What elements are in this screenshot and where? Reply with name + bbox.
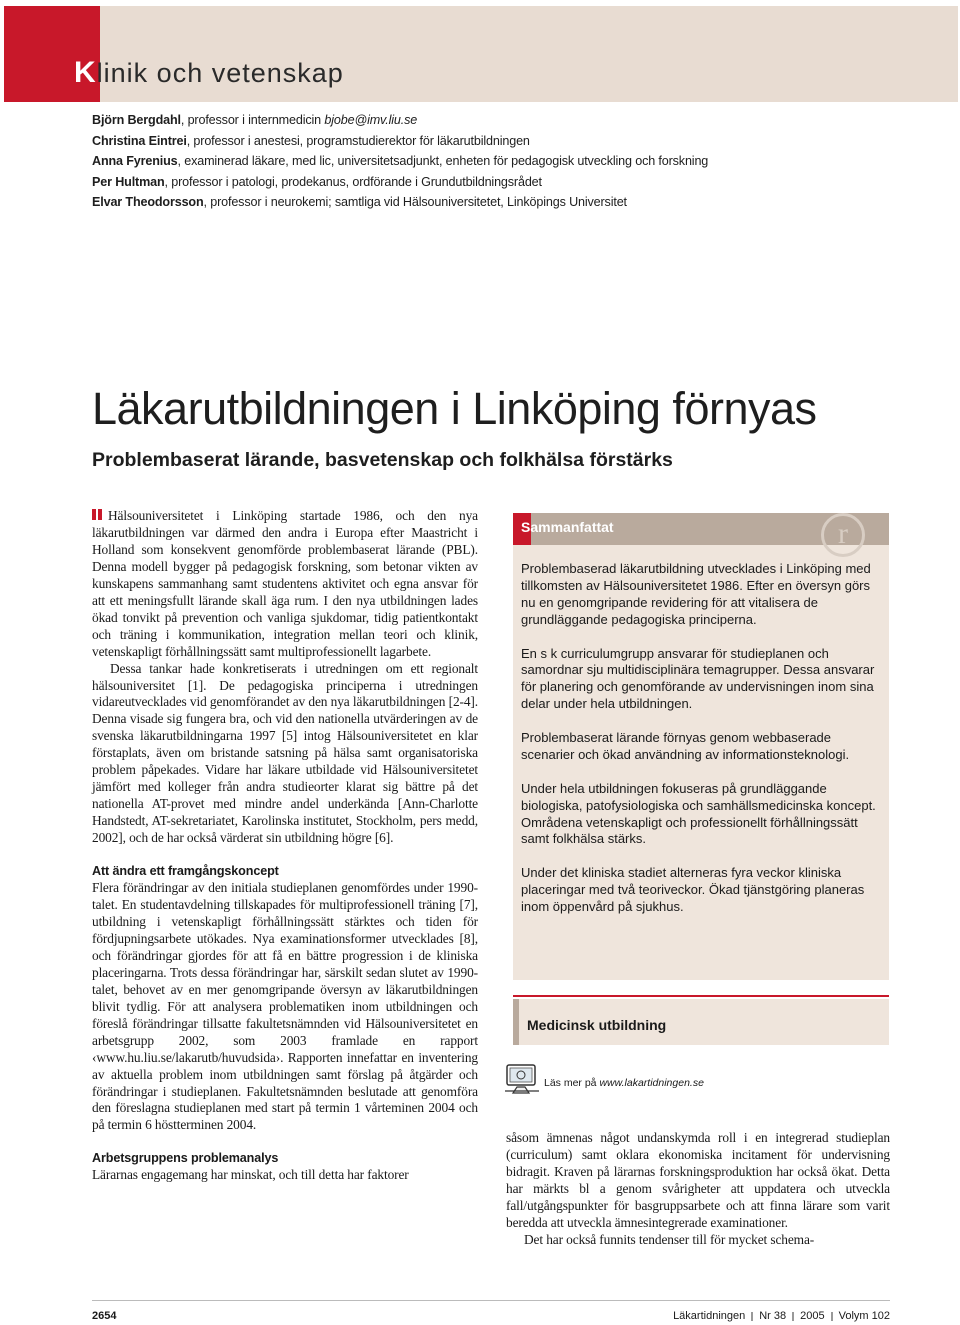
summary-item: En s k curriculumgrupp ansvarar för studieplanen och samordnar sju multidisciplinära temagrupper. Dessa ansvarar för planering och genomförande av undervisningen inom sina delar under hela utbildningen. [521,645,875,712]
summary-item: Under det kliniska stadiet alterneras fyra veckor kliniska placeringar med två teoriveckor. Ökad tjänstgöring planeras inom öppenvård på sjukhus. [521,865,865,915]
category-bar [513,999,519,1045]
right-column [506,1130,890,1249]
footer-separator [751,1312,753,1321]
summary-body [521,561,879,933]
author-name: Christina Eintrei [92,133,187,148]
author-desc: , professor i internmedicin [180,113,325,127]
author-list [92,110,922,213]
summary-item: Under hela utbildningen fokuseras på grundläggande biologiska, patofysiologiska och samhällsmedicinska koncept. Områdena vetenskapligt och professionellt förhållningssätt samt folkhälsa stärks. [521,780,876,847]
author-line [92,151,922,172]
category-box [513,995,889,1045]
author-line [92,172,922,193]
summary-header [513,513,889,550]
read-more-url[interactable]: www.lakartidningen.se [599,1077,704,1089]
journal-year: 2005 [800,1310,825,1322]
section-title-rest: linik och vetenskap [96,58,344,88]
paragraph-marker [92,509,96,520]
article-subtitle: Problembaserat lärande, basvetenskap och folkhälsa förstärks [92,449,673,471]
body-paragraph: Det har också funnits tendenser till för mycket schema- [524,1231,815,1247]
author-name: Per Hultman [92,174,165,189]
summary-item: Problembaserad läkarutbildning utvecklades i Linköping med tillkomsten av Hälsouniversitetet 1986. Efter en översyn görs nu en genomgripande revidering för att vitalisera de grundläggande pedagogiska principerna. [521,561,871,627]
body-paragraph: Dessa tankar hade konkretiserats i utredningen om ett regionalt hälsouniversitet [1]. De pedagogiska principerna i utredningen vidareutvecklades vid genomförandet av den nya läkarutbildningen [2-4]. Denna visade sig fungera bra, och vid den nationella utvärderingen av de svenska läkarutbildningarna 1997 [5] intog Hälsouniversitetet en klar förstaplats, även om bristande satsning på hälsa samt organisatoriska problem påpekades. Vidare har läkare utbildade vid Hälsouniversitetet jämfört med kolleger från andra studieorter klarat sig bättre på det nationella AT-provet med mindre andel underkända [Ann-Charlotte Handstedt, AT-sekretariatet, Karolinska institutet, Stockholm, pers medd, 2002], och de har också värderat sin utbildning högre [6]. [92,660,478,846]
author-line [92,131,922,152]
author-desc: , examinerad läkare, med lic, universitetsadjunkt, enheten för pedagogisk utveckling och forskning [177,154,709,168]
computer-icon [503,1063,541,1095]
author-line [92,110,922,131]
section-heading: Att ändra ett framgångskoncept [92,864,279,879]
journal-volume: Volym 102 [838,1310,890,1322]
section-title-initial: K [74,56,97,89]
section-title [74,56,344,90]
journal-name: Läkartidningen [673,1310,746,1322]
body-paragraph [92,508,478,661]
author-desc: , professor i patologi, prodekanus, ordförande i Grundutbildningsrådet [164,174,542,189]
body-paragraph: Flera förändringar av den initiala studieplanen genomfördes under 1990-talet. En studentavdelning tillskapades för multiprofessionell träning [7], utbildning i vetenskapligt förhållningssätt stärktes och tiden för fördjupningsarbete utökades. Nya examinationsformer utvecklades [8], och förändringar gjordes för att få en bättre progression i de kliniska placeringarna. Trots dessa förändringar har, särskilt sedan slutet av 1990-talet, behovet av en mer genomgripande översyn av läkarutbildningen blivit tydlig. För att analysera problematiken inom utbildningen och föreslå förändringar tillsatte fakultetsnämnden vid Hälsouniversitetet en arbetsgrupp 2002, som 2003 framlade en rapport ‹www.hu.liu.se/lakarutb/huvudsida›. Rapporten innefattar en inventering av aktuella problem inom utbildningen samt förslag på åtgärder och förändringar i studieplanen. Fakultetsnämnden beslutade att genomföra den föreslagna studieplanen med start på termin 1 vårteminen 2004 och på termin 6 höstterminen 2004. [92,880,478,1133]
footer-separator [831,1312,833,1321]
summary-title-initial: S [521,519,531,535]
body-paragraph: Lärarnas engagemang har minskat, och till detta har faktorer [92,1167,409,1183]
author-email[interactable]: bjobe@imv.liu.se [324,113,418,127]
footer-rule [92,1300,890,1301]
author-name: Björn Bergdahl [92,113,181,127]
author-desc: , professor i neurokemi; samtliga vid Hälsouniversitetet, Linköpings Universitet [203,195,627,209]
summary-title [521,519,614,535]
section-heading: Arbetsgruppens problemanalys [92,1151,279,1166]
category-label: Medicinsk utbildning [513,999,889,1045]
paragraph-marker [98,509,102,520]
author-line [92,192,922,213]
read-more-link[interactable] [544,1077,704,1089]
summary-item: Problembaserat lärande förnyas genom webbaserade scenarier och ökad användning av informationsteknologi. [521,730,850,762]
author-name: Anna Fyrenius [92,154,178,168]
journal-info [673,1310,890,1322]
read-more-prefix: Läs mer på [544,1077,600,1089]
body-paragraph: såsom ämnenas något undanskymda roll i en integrerad studieplan (curriculum) samt oklara ekonomiska incitament för undervisning bidragit. Kraven på lärarnas forskningsproduktion har också ökat. Detta har märkts bl a genom svårigheter att uppdatera och utveckla fall/utgångspunkter för basgruppsarbete och att finna lärare som varit beredda att utveckla ämnesintegrerade examinationer. [506,1130,890,1230]
footer-separator [792,1312,794,1321]
journal-issue: Nr 38 [759,1310,787,1322]
registered-logo-icon: r [821,513,865,557]
author-desc: , professor i anestesi, programstudierektor för läkarutbildningen [186,133,530,148]
section-header-band [4,6,958,102]
article-title: Läkarutbildningen i Linköping förnyas [92,383,817,434]
left-column [92,508,478,1184]
page-number: 2654 [92,1310,117,1322]
author-name: Elvar Theodorsson [92,195,204,209]
summary-box [513,513,889,980]
summary-title-rest: ammanfattat [530,519,614,535]
paragraph-text: Hälsouniversitetet i Linköping startade 1986, och den nya läkarutbildningen var därmed den andra i Europa efter Maastricht i Holland som konsekvent genomförde problembaserat lärande (PBL). Denna modell bygger på pedagogisk forskning, som betonar vikten av kunskapens sammanhang samt studentens aktivitet och egna ansvar för att ett meningsfullt lärande skall äga rum. I den nya utbildningen lades ökad tonvikt på prevention och vanliga sjukdomar, tidig patientkontakt och träning i kommunikation, integration mellan teori och klinik, vetenskapligt förhållningssätt samt multiprofessionellt lagarbete. [92,508,478,659]
